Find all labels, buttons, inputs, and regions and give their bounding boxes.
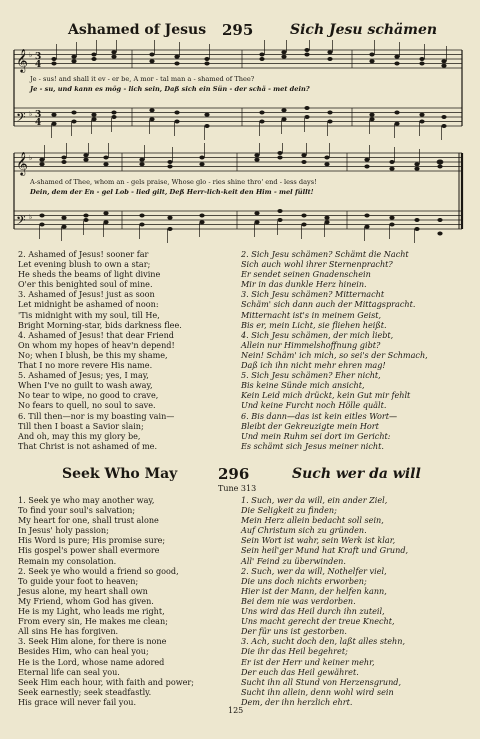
verse-line: O'er this benighted soul of mine.: [18, 279, 153, 290]
verse-line: Sich auch wohl ihrer Sternenpracht?: [241, 259, 393, 270]
verse-line: 'Tis midnight with my soul, till He,: [18, 309, 160, 320]
svg-text:♭: ♭: [29, 213, 33, 221]
verse-line: Besides Him, who can heal you;: [18, 646, 149, 657]
verse-line: 2. Ashamed of Jesus! sooner far: [18, 249, 149, 259]
verse-line: That Christ is not ashamed of me.: [18, 440, 158, 451]
verse-line: Sucht ihn all Stund von Herzensgrund,: [241, 676, 402, 687]
music-staff-system-1: [12, 40, 464, 150]
verse-line: Er sendet seinen Gnadenschein: [241, 269, 371, 280]
verse-line: 6. Bis dann—das ist kein eitles Wort—: [241, 410, 398, 421]
verse-line: In Jesus' holy passion;: [18, 525, 109, 536]
verse-line: 4. Ashamed of Jesus! that dear Friend: [18, 329, 174, 340]
verse-line: His grace will never fail you.: [18, 696, 137, 707]
verse-line: From every sin, He makes me clean;: [18, 616, 168, 627]
verse-line: 1. Such, wer da will, ein ander Ziel,: [241, 495, 388, 505]
verse-line: Bleibt der Gekreuzigte mein Hort: [241, 420, 379, 431]
verse-line: My Friend, whom God has given.: [18, 595, 154, 606]
hymn-296-verses-en: [18, 495, 194, 707]
page-number: 125: [228, 706, 244, 715]
verse-line: Bis er, mein Licht, sie fliehen heißt.: [241, 319, 387, 330]
verse-line: To find your soul's salvation;: [18, 505, 136, 516]
hymn-295-lyrics-line-2-de: Dein, dem der En - gel Lob - lied gilt, Deß Herr-lich-keit den Him - mel füllt!: [30, 188, 314, 196]
verse-line: Uns wird das Heil durch ihn zuteil,: [241, 606, 385, 617]
verse-line: Allein nur Himmelshoffnung gibt?: [241, 339, 381, 350]
svg-text:♭: ♭: [29, 154, 33, 162]
verse-line: Till then I boast a Savior slain;: [18, 420, 144, 431]
verse-line: Let midnight be ashamed of noon:: [18, 299, 159, 310]
verse-line: Dem, der ihn herzlich ehrt.: [241, 696, 353, 707]
verse-line: Und mein Ruhm sei dort im Gericht:: [241, 430, 391, 441]
hymn-296-title-en: Seek Who May: [62, 466, 178, 482]
verse-line: Jesus alone, my heart shall own: [18, 585, 148, 596]
verse-line: 5. Ashamed of Jesus; yes, I may,: [18, 370, 149, 381]
verse-line: 3. Ach, sucht doch den, laßt alles stehn,: [241, 636, 406, 647]
hymn-296-verses-de: [241, 495, 408, 707]
verse-line: He is the Lord, whose name adored: [18, 656, 165, 667]
verse-line: Uns macht gerecht der treue Knecht,: [241, 616, 395, 627]
verse-line: Mein Herz allein bedacht soll sein,: [241, 515, 384, 526]
verse-line: Es schämt sich Jesus meiner nicht.: [241, 440, 384, 451]
svg-text:4: 4: [35, 118, 42, 128]
hymn-295-verses-de: [241, 249, 428, 451]
hymn-295-verses-en: [18, 249, 182, 451]
hymn-295-lyrics-line-1-de: Je - su, und kann es mög - lich sein, Daß sich ein Sün - der schä - met dein?: [30, 85, 310, 93]
verse-line: That I no more revere His name.: [18, 360, 153, 371]
verse-line: 2. Seek ye who would a friend so good,: [18, 565, 179, 576]
svg-text:4: 4: [35, 60, 42, 70]
verse-line: When I've no guilt to wash away,: [18, 380, 153, 391]
verse-line: 3. Sich Jesu schämen? Mitternacht: [241, 289, 385, 300]
verse-line: Mitternacht ist's in meinem Geist,: [241, 309, 382, 320]
verse-line: Auf Christum sich zu gründen.: [241, 525, 367, 536]
verse-line: Bright Morning-star, bids darkness flee.: [18, 319, 182, 330]
svg-text:𝄞: 𝄞: [16, 48, 28, 72]
verse-line: Eternal life can seal you.: [18, 666, 120, 677]
hymn-295-title-de: Sich Jesu schämen: [290, 22, 438, 38]
verse-line: Der euch das Heil gewähret.: [241, 666, 359, 677]
verse-line: Die uns doch nichts erworben;: [241, 575, 367, 586]
verse-line: 1. Seek ye who may another way,: [18, 495, 155, 505]
verse-line: 2. Such, wer da will, Nothelfer viel,: [241, 565, 387, 576]
verse-line: Und keine Furcht noch Hölle quält.: [241, 400, 387, 411]
svg-text:♭: ♭: [29, 110, 33, 118]
verse-line: On whom my hopes of heav'n depend!: [18, 339, 175, 350]
verse-line: Bis keine Sünde mich ansicht,: [241, 380, 365, 391]
verse-line: Nein! Schäm' ich mich, so sei's der Schmach,: [241, 349, 428, 360]
verse-line: He is my Light, who leads me right,: [18, 606, 165, 617]
hymn-295-title-en: Ashamed of Jesus: [68, 22, 207, 38]
verse-line: Kein Leid mich drückt, kein Gut mir fehlt: [241, 390, 411, 401]
verse-line: Die ihr das Heil begehret;: [241, 646, 348, 657]
verse-line: No tear to wipe, no good to crave,: [18, 390, 159, 401]
music-staff-system-2: [12, 143, 464, 255]
verse-line: Seek Him each hour, with faith and power;: [18, 676, 195, 687]
verse-line: He sheds the beams of light divine: [18, 269, 161, 280]
verse-line: To guide your foot to heaven;: [18, 575, 139, 586]
verse-line: Sein Wort ist wahr, sein Werk ist klar,: [241, 535, 396, 546]
verse-line: Die Seligkeit zu finden;: [241, 505, 337, 516]
verse-line: And oh, may this my glory be,: [18, 430, 141, 441]
verse-line: My heart for one, shall trust alone: [18, 515, 159, 526]
verse-line: 4. Sich Jesu schämen, der mich liebt,: [241, 329, 394, 340]
verse-line: All sins He has forgiven.: [18, 626, 119, 637]
verse-line: Remain my consolation.: [18, 555, 117, 566]
verse-line: All' Feind zu überwinden.: [241, 555, 346, 566]
svg-text:♭: ♭: [29, 51, 33, 59]
verse-line: Der für uns ist gestorben.: [241, 626, 347, 637]
verse-line: Bei dem nie was verdorben.: [241, 595, 356, 606]
verse-line: 3. Seek Him alone, for there is none: [18, 636, 167, 647]
verse-line: Mir in das dunkle Herz hinein.: [241, 279, 367, 290]
verse-line: Er ist der Herr und keiner mehr,: [241, 656, 375, 667]
verse-line: Sucht ihn allein, denn wohl wird sein: [241, 686, 394, 697]
hymn-295-number: 295: [222, 21, 254, 39]
verse-line: His gospel's power shall evermore: [18, 545, 160, 556]
verse-line: 5. Sich Jesu schämen? Eher nicht,: [241, 370, 381, 381]
hymn-295-lyrics-line-2-en: A-shamed of Thee, whom an - gels praise, Whose glo - ries shine thro' end - less days!: [30, 178, 317, 186]
svg-text:𝄢: 𝄢: [16, 213, 26, 231]
verse-line: His Word is pure; His promise sure;: [18, 535, 166, 546]
svg-text:3: 3: [35, 52, 42, 62]
svg-text:𝄢: 𝄢: [16, 110, 26, 128]
verse-line: 3. Ashamed of Jesus! just as soon: [18, 289, 155, 300]
verse-line: No fears to quell, no soul to save.: [18, 400, 156, 411]
hymn-296-tune: Tune 313: [218, 484, 257, 493]
verse-line: Daß ich ihn nicht mehr ehren mag!: [241, 360, 386, 371]
svg-text:𝄞: 𝄞: [16, 151, 28, 175]
verse-line: Seek earnestly; seek steadfastly.: [18, 686, 152, 697]
verse-line: 2. Sich Jesu schämen? Schämt die Nacht: [241, 249, 409, 259]
verse-line: Hier ist der Mann, der helfen kann,: [241, 585, 387, 596]
hymn-295-lyrics-line-1-en: Je - sus! and shall it ev - er be, A mor - tal man a - shamed of Thee?: [30, 75, 255, 83]
verse-line: Schäm' sich dann auch der Mittagspracht.: [241, 299, 416, 310]
verse-line: Let evening blush to own a star;: [18, 259, 151, 270]
hymn-296-title-de: Such wer da will: [292, 466, 421, 482]
verse-line: 6. Till then—nor is my boasting vain—: [18, 410, 175, 421]
hymn-296-number: 296: [218, 465, 250, 483]
verse-line: Sein heil'ger Mund hat Kraft und Grund,: [241, 545, 409, 556]
svg-text:3: 3: [35, 110, 42, 120]
verse-line: No; when I blush, be this my shame,: [18, 349, 168, 360]
